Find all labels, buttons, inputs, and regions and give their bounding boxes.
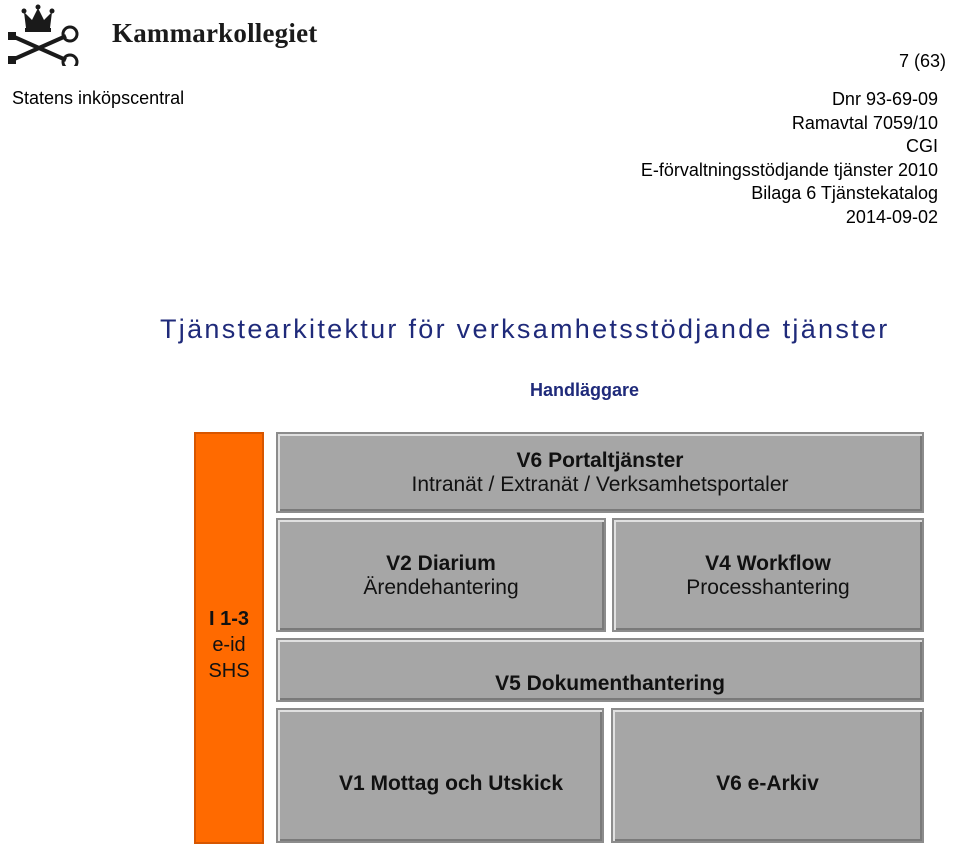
meta-ramavtal: Ramavtal 7059/10 xyxy=(791,112,938,133)
crown-keys-icon xyxy=(4,2,109,66)
meta-dnr: Dnr 93-69-09 xyxy=(831,89,938,109)
page-number: 7 (63) xyxy=(898,51,946,71)
document-management-title: V5 Dokumenthantering xyxy=(495,672,725,695)
document-management-box xyxy=(276,638,924,702)
organization-name: Statens inköpscentral xyxy=(12,88,185,108)
diarium-box xyxy=(276,518,606,632)
portal-title: V6 Portaltjänster xyxy=(516,448,684,472)
receive-send-box xyxy=(276,708,604,843)
e-archive-title: V6 e-Arkiv xyxy=(716,771,819,795)
meta-date: 2014-09-02 xyxy=(845,206,938,227)
workflow-subtitle: Processhantering xyxy=(686,576,850,599)
portal-subtitle: Intranät / Extranät / Verksamhetsportaler xyxy=(411,472,789,496)
integration-title: I 1-3 xyxy=(208,608,250,630)
meta-supplier: CGI xyxy=(905,136,938,156)
integration-box xyxy=(194,432,264,844)
integration-eid: e-id xyxy=(212,634,246,656)
integration-shs: SHS xyxy=(208,660,250,682)
diarium-title: V2 Diarium xyxy=(386,552,496,575)
receive-send-title: V1 Mottag och Utskick xyxy=(338,771,564,795)
meta-agreement: E-förvaltningsstödjande tjänster 2010 xyxy=(640,159,938,180)
meta-attachment: Bilaga 6 Tjänstekatalog xyxy=(751,183,938,203)
document-metadata xyxy=(641,88,938,229)
portal-services-box xyxy=(276,432,924,513)
diarium-subtitle: Ärendehantering xyxy=(363,576,519,599)
diagram-title: Tjänstearkitektur för verksamhetsstödjande tjänster xyxy=(160,314,890,344)
workflow-title: V4 Workflow xyxy=(705,552,831,575)
e-archive-box xyxy=(611,708,924,843)
workflow-box xyxy=(612,518,924,632)
logo-wordmark: Kammarkollegiet xyxy=(112,18,318,48)
role-label: Handläggare xyxy=(530,380,640,400)
